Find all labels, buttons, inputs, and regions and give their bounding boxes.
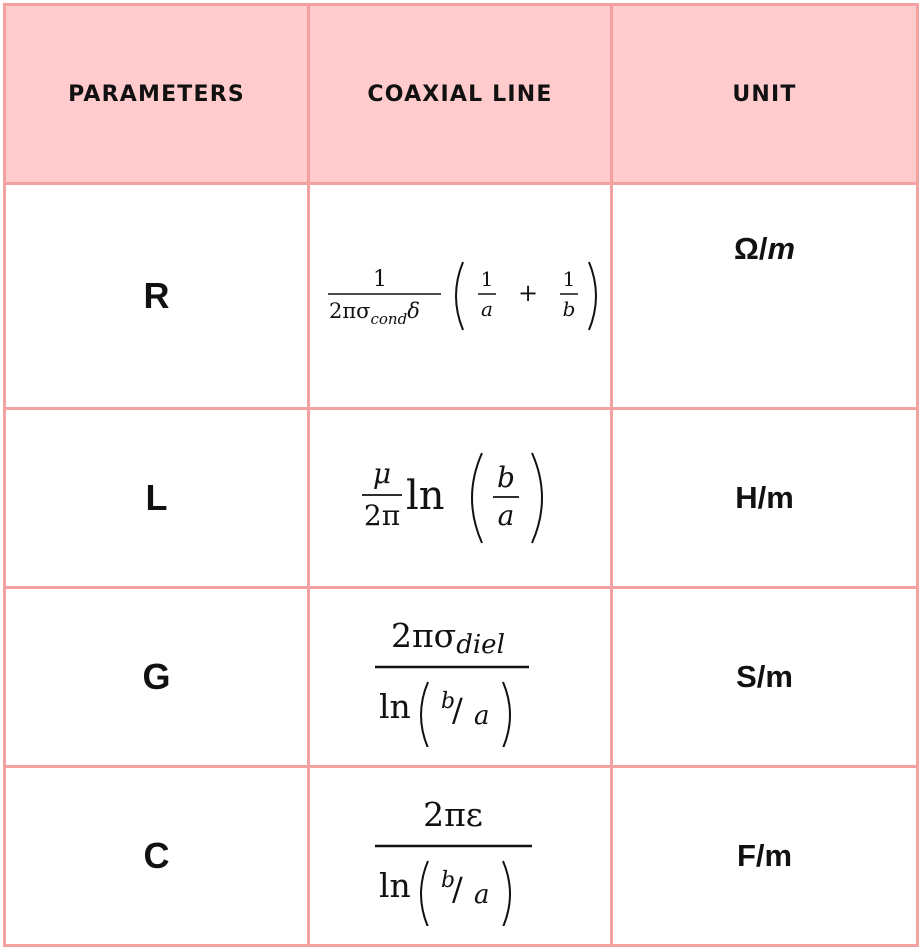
formula-l-ln: ln	[406, 473, 445, 519]
parameters-table	[3, 3, 919, 947]
table-row-l	[5, 409, 918, 588]
header-coaxial-line: COAXIAL LINE	[309, 5, 612, 184]
formula-c-arg-den: a	[474, 880, 490, 910]
formula-l	[350, 443, 570, 553]
header-parameters: PARAMETERS	[5, 5, 309, 184]
formula-c-ln: ln	[379, 866, 411, 905]
formula-c-cell	[309, 767, 612, 946]
unit-c: F/m	[612, 767, 918, 946]
table-row-g	[5, 588, 918, 767]
table-row-c	[5, 767, 918, 946]
param-c: C	[5, 767, 309, 946]
formula-c-arg-num: b	[441, 868, 456, 893]
param-l: L	[5, 409, 309, 588]
formula-c-numerator: 2πε	[423, 795, 483, 834]
formula-g-left-paren	[421, 682, 428, 747]
table-row-r	[5, 184, 918, 409]
formula-l-arg-den: a	[497, 499, 515, 532]
header-unit: UNIT	[612, 5, 918, 184]
formula-r-term1-num: 1	[480, 267, 494, 291]
formula-l-left-paren	[472, 453, 482, 543]
formula-c-right-paren	[503, 861, 510, 926]
formula-r-denominator: $2\pi\sigma_{cond}\delta$	[329, 299, 420, 328]
formula-l-denominator: 2π	[363, 499, 401, 532]
unit-r: Ω/m	[612, 184, 918, 409]
formula-c-slash: /	[452, 870, 463, 908]
formula-r-term1-den: a	[481, 297, 493, 321]
formula-r-term2-num: 1	[562, 267, 576, 291]
formula-r-cell	[309, 184, 612, 409]
formula-g-numerator: 2πσdiel	[391, 616, 505, 660]
formula-c	[375, 786, 545, 926]
formula-r-left-paren	[456, 262, 463, 330]
formula-r-term2-den: b	[562, 297, 576, 321]
unit-g: S/m	[612, 588, 918, 767]
param-g: G	[5, 588, 309, 767]
formula-g-slash: /	[452, 691, 463, 729]
formula-r-right-paren	[589, 262, 596, 330]
formula-r	[315, 246, 605, 346]
formula-l-numerator: μ	[372, 457, 392, 490]
formula-g	[375, 607, 545, 747]
formula-c-left-paren	[421, 861, 428, 926]
formula-l-arg-num: b	[497, 461, 515, 494]
formula-g-arg-den: a	[474, 701, 490, 731]
formula-g-right-paren	[503, 682, 510, 747]
formula-l-cell	[309, 409, 612, 588]
formula-r-plus: +	[517, 279, 539, 307]
formula-g-arg-num: b	[441, 689, 456, 714]
formula-g-cell	[309, 588, 612, 767]
unit-l: H/m	[612, 409, 918, 588]
formula-r-numerator: 1	[373, 267, 387, 292]
formula-l-right-paren	[532, 453, 542, 543]
formula-g-ln: ln	[379, 687, 411, 726]
param-r: R	[5, 184, 309, 409]
header-row	[5, 5, 918, 184]
